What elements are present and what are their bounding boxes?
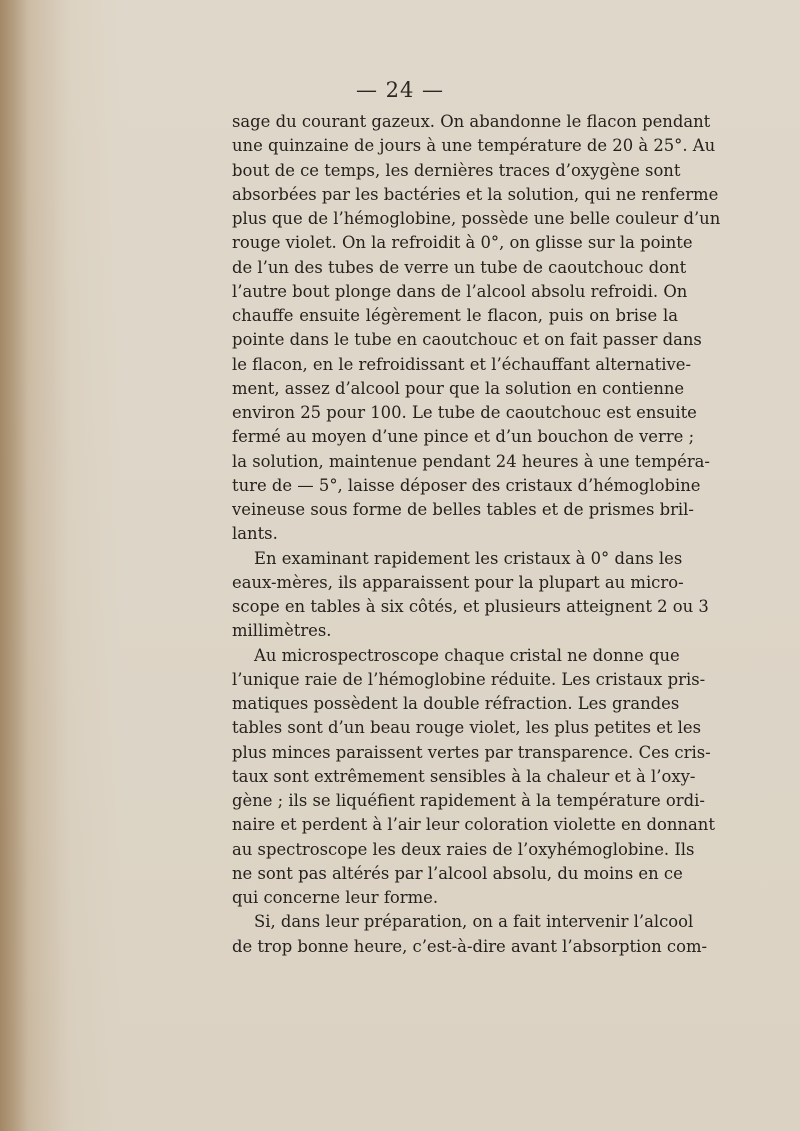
text-line: le flacon, en le refroidissant et l’échauffant alternative- xyxy=(232,354,692,374)
text-line: de l’un des tubes de verre un tube de caoutchouc dont xyxy=(232,257,687,277)
text-line: l’autre bout plonge dans de l’alcool absolu refroidi. On xyxy=(232,281,688,301)
text-line: plus minces paraissent vertes par transparence. Ces cris- xyxy=(232,742,711,762)
text-line: naire et perdent à l’air leur coloration violette en donnant xyxy=(232,815,715,835)
text-line: ne sont pas altérés par l’alcool absolu, du moins en ce xyxy=(232,863,683,883)
text-line: pointe dans le tube en caoutchouc et on fait passer dans xyxy=(232,330,702,350)
text-line: absorbées par les bactéries et la solution, qui ne renferme xyxy=(232,184,719,204)
text-line: Au microspectroscope chaque cristal ne donne que xyxy=(254,645,680,665)
text-line: veineuse sous forme de belles tables et de prismes bril- xyxy=(232,500,694,519)
page-edge-stain xyxy=(0,0,28,1131)
text-line: l’unique raie de l’hémoglobine réduite. Les cristaux pris- xyxy=(232,669,706,689)
text-line: plus que de l’hémoglobine, possède une belle couleur d’un xyxy=(232,209,721,228)
text-line: la solution, maintenue pendant 24 heures à une tempéra- xyxy=(232,451,710,471)
text-line: sage du courant gazeux. On abandonne le flacon pendant xyxy=(232,112,711,131)
text-line: millimètres. xyxy=(232,621,332,641)
text-line: rouge violet. On la refroidit à 0°, on glisse sur la pointe xyxy=(232,233,693,253)
text-line: eaux-mères, ils apparaissent pour la plupart au micro- xyxy=(232,572,684,592)
text-line: au spectroscope les deux raies de l’oxyhémoglobine. Ils xyxy=(232,839,695,859)
text-line: de trop bonne heure, c’est-à-dire avant l’absorption com- xyxy=(232,936,708,956)
text-line: En examinant rapidement les cristaux à 0° dans les xyxy=(254,548,683,568)
page-number: — 24 — xyxy=(355,78,445,102)
text-line: bout de ce temps, les dernières traces d’oxygène sont xyxy=(232,160,681,180)
text-line: matiques possèdent la double réfraction. Les grandes xyxy=(232,694,680,713)
text-line: ture de — 5°, laisse déposer des cristaux d’hémoglobine xyxy=(232,475,701,495)
text-line: qui concerne leur forme. xyxy=(232,888,439,907)
text-line: lants. xyxy=(232,524,278,544)
text-line: tables sont d’un beau rouge violet, les plus petites et les xyxy=(232,718,702,738)
text-line: environ 25 pour 100. Le tube de caoutchouc est ensuite xyxy=(232,403,697,422)
body-text xyxy=(232,110,721,959)
text-line: scope en tables à six côtés, et plusieurs atteignent 2 ou 3 xyxy=(232,597,709,616)
text-line: une quinzaine de jours à une température de 20 à 25°. Au xyxy=(232,136,716,156)
text-line: gène ; ils se liquéfient rapidement à la température ordi- xyxy=(232,791,705,810)
text-line: chauffe ensuite légèrement le flacon, puis on brise la xyxy=(232,306,678,325)
text-line: fermé au moyen d’une pince et d’un bouchon de verre ; xyxy=(232,427,695,447)
text-line: Si, dans leur préparation, on a fait intervenir l’alcool xyxy=(254,912,694,932)
text-line: taux sont extrêmement sensibles à la chaleur et à l’oxy- xyxy=(232,766,696,786)
text-line: ment, assez d’alcool pour que la solution en contienne xyxy=(232,378,685,398)
